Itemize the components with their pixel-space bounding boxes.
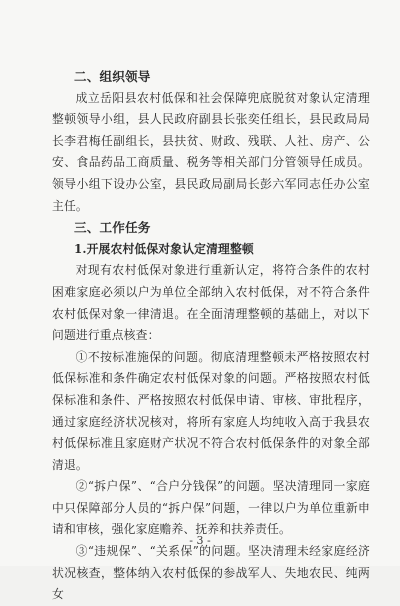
list-item-standard-issue: ①不按标准施保的问题。彻底清理整顿未严格按照农村低保标准和条件确定农村低保对象的问题。严格按照农村低保标准和条件、严格按照农村低保申请、审核、审批程序，通过家庭经济状况核对，将所有家庭人均纯收入高于我县农村低保标准且家庭财产状况不符合农村低保条件的对象全部清退。 — [52, 349, 370, 472]
subheading-low-income-cleanup: 1.开展农村低保对象认定清理整顿 — [74, 241, 254, 256]
paragraph-organization: 成立岳阳县农村低保和社会保障兜底脱贫对象认定清理整顿领导小组，县人民政府副县长张奕任组长，县民政局局长李君梅任副组长，县扶贫、财政、残联、人社、房产、公安、食品药品工商质量、税务等相关部门分管领导任成员。领导小组下设办公室，县民政局副局长彭六军同志任办公室主任。 — [52, 90, 370, 213]
section-heading-tasks: 三、工作任务 — [74, 220, 151, 236]
page-number: - 3 - — [189, 534, 211, 547]
page-content — [52, 66, 370, 606]
paragraph-tasks-intro: 对现有农村低保对象进行重新认定，将符合条件的农村困难家庭必须以户为单位全部纳入农村低保，对不符合条件农村低保对象一律清退。在全面清理整顿的基础上，对以下问题进行重点核查： — [52, 263, 370, 343]
list-item-split-household-issue: ②“拆户保”、“合户分钱保”的问题。坚决清理同一家庭中只保障部分人员的“拆户保”问题，一律以户为单位重新申请和审核，强化家庭赡养、抚养和扶养责任。 — [52, 479, 370, 537]
section-heading-organization: 二、组织领导 — [74, 69, 151, 84]
list-item-improper-relationship-issue: ③“违规保”、“关系保”的问题。坚决清理未经家庭经济状况核查，整体纳入农村低保的参战军人、失地农民、纯两女 — [52, 544, 370, 602]
